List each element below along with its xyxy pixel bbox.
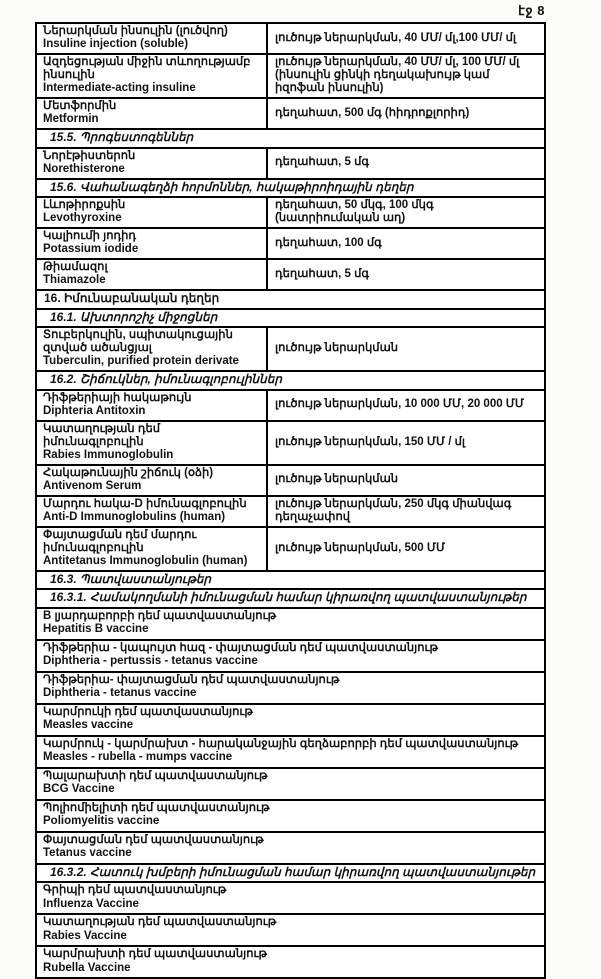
dosage-cell — [268, 260, 544, 289]
table-row — [37, 913, 544, 945]
dosage-form: լուծույթ ներարկման, 10 000 ՄՄ, 20 000 ՄՄ — [275, 398, 525, 410]
dosage-cell — [268, 229, 544, 258]
drug-name-english: Potassium iodide — [43, 243, 139, 255]
table-row — [37, 227, 544, 258]
dosage-form: լուծույթ ներարկման, 40 ՄՄ/ մլ,100 ՄՄ/ մլ — [275, 31, 517, 44]
section-title: 16.3.1. Համակողմանի իմունացման համար կիրառվող պատվաստանյութեր — [50, 590, 527, 604]
dosage-cell — [268, 466, 544, 495]
drug-name-cell — [37, 391, 268, 420]
section-row — [37, 370, 544, 389]
dosage-form: լուծույթ ներարկման, 500 ՄՄ — [275, 541, 446, 554]
drug-name-english: Thiamazole — [43, 274, 106, 286]
vaccine-name-english: Diphtheria - pertussis - tetanus vaccine — [43, 655, 258, 667]
drug-name-english: Tuberculin, purified protein derivate — [43, 355, 239, 367]
table-row — [37, 607, 544, 639]
drug-name-armenian: Հակաթունային շիճուկ (օձի) — [43, 466, 214, 479]
table-row — [37, 526, 544, 570]
dosage-cell — [268, 198, 544, 227]
vaccine-name-english: Measles - rubella - mumps vaccine — [43, 751, 233, 763]
vaccine-name-english: Influenza Vaccine — [43, 897, 139, 910]
dosage-form: դեղահատ, 50 մկգ, 100 մկգ (նատրիումական աղ) — [275, 199, 434, 224]
table-row — [37, 703, 544, 735]
section-title: 16.2. Շիճուկներ, իմունագլոբուլիններ — [50, 372, 282, 386]
medicines-table — [35, 22, 546, 979]
section-title: 15.6. Վահանագեղձի հորմոններ, հակաթիրոիդային դեղեր — [50, 179, 414, 194]
drug-name-english: Antitetanus Immunoglobulin (human) — [43, 554, 248, 567]
vaccine-name-english: Measles vaccine — [43, 719, 134, 731]
dosage-cell — [268, 528, 544, 570]
section-row — [37, 128, 544, 147]
vaccine-name-english: Hepatitis B vaccine — [43, 623, 149, 635]
vaccine-name-english: BCG Vaccine — [43, 783, 115, 795]
section-title: 16.3.2. Հատուկ խմբերի իմունացման համար կիրառվող պատվաստանյութեր — [50, 864, 536, 879]
drug-name-english: Intermediate-acting insuline — [43, 82, 196, 94]
drug-name-armenian: Կատաղության դեմ իմունագլոբուլին — [43, 422, 161, 448]
drug-name-armenian: Մետֆորմին — [43, 100, 117, 112]
dosage-cell — [268, 55, 544, 97]
vaccine-name-armenian: Կարմրուկի դեմ պատվաստանյութ — [43, 705, 253, 718]
vaccine-name-armenian: Դիֆթերիա- փայտացման դեմ պատվաստանյութ — [43, 673, 340, 686]
table-row — [37, 464, 544, 495]
drug-name-cell — [37, 55, 268, 97]
table-row — [37, 258, 544, 289]
drug-name-english: Levothyroxine — [43, 212, 122, 224]
table-row — [37, 945, 544, 977]
vaccine-name-english: Rabies Vaccine — [43, 929, 127, 942]
dosage-form: դեղահատ, 5 մգ — [275, 156, 369, 168]
vaccine-name-armenian: Դիֆթերիա - կապույտ հազ - փայտացման դեմ պատվաստանյութ — [43, 641, 439, 654]
drug-name-english: Rabies Immunoglobulin — [43, 448, 174, 461]
vaccine-name-armenian: Կարմրուկ - կարմրախտ - հարականջային գեղձաբորբի դեմ պատվաստանյութ — [43, 737, 519, 750]
drug-name-armenian: Նորէթիստերոն — [43, 149, 136, 162]
vaccine-name-english: Poliomyelitis vaccine — [43, 815, 160, 827]
table-row — [37, 799, 544, 831]
dosage-cell — [268, 497, 544, 526]
vaccine-name-english: Rubella Vaccine — [43, 961, 131, 974]
drug-name-english: Insuline injection (soluble) — [43, 38, 189, 50]
drug-name-cell — [37, 497, 268, 526]
table-row — [37, 831, 544, 863]
drug-name-cell — [37, 229, 268, 258]
table-row — [37, 735, 544, 767]
dosage-form: դեղահատ, 500 մգ (հիդրոքլորիդ) — [275, 106, 470, 119]
section-row — [37, 178, 544, 197]
dosage-cell — [268, 422, 544, 464]
drug-name-english: Antivenom Serum — [43, 479, 142, 492]
section-row — [37, 308, 544, 327]
table-row — [37, 420, 544, 464]
drug-name-english: Metformin — [43, 113, 99, 125]
section-title: 16. Իմունաբանական դեղեր — [44, 291, 220, 305]
dosage-form: լուծույթ ներարկման, 150 ՄՄ / մլ — [275, 435, 466, 448]
drug-name-cell — [37, 328, 268, 370]
table-row — [37, 767, 544, 799]
table-row — [37, 495, 544, 526]
section-row — [37, 289, 544, 308]
drug-name-cell — [37, 466, 268, 495]
vaccine-name-armenian: Պալարախտի դեմ պատվաստանյութ — [43, 769, 268, 782]
vaccine-name-armenian: Գրիպի դեմ պատվաստանյութ — [43, 884, 227, 896]
dosage-form: դեղահատ, 5 մգ — [275, 267, 369, 280]
section-row — [37, 863, 544, 882]
drug-name-armenian: Ազդեցության միջին տևողությամբ ինսուլին — [43, 56, 251, 81]
vaccine-name-armenian: B լյարդաբորբի դեմ պատվաստանյութ — [43, 609, 277, 622]
vaccine-name-armenian: Կարմրախտի դեմ պատվաստանյութ — [43, 948, 268, 960]
table-row — [37, 881, 544, 913]
drug-name-armenian: Լևոթիրոքսին — [43, 199, 126, 211]
drug-name-cell — [37, 198, 268, 227]
drug-name-armenian: Մարդու հակա-D իմունագլոբուլին — [43, 497, 247, 510]
table-row — [37, 97, 544, 128]
dosage-form: դեղահատ, 100 մգ — [275, 236, 382, 249]
dosage-form: լուծույթ ներարկման, 250 մկգ միանվագ դեղաչափով — [275, 497, 512, 523]
drug-name-english: Diphteria Antitoxin — [43, 404, 146, 417]
table-row — [37, 389, 544, 420]
drug-name-armenian: Ներարկման ինսուլին (լուծվող) — [43, 25, 228, 37]
table-row — [37, 196, 544, 227]
dosage-cell — [268, 328, 544, 370]
drug-name-english: Anti-D Immunoglobulins (human) — [43, 510, 226, 523]
drug-name-armenian: Տուբերկուլին, սպիտակուցային զտված ածանցյալ — [43, 329, 233, 354]
drug-name-cell — [37, 99, 268, 128]
dosage-form: լուծույթ ներարկման — [275, 473, 399, 485]
dosage-cell — [268, 24, 544, 53]
drug-name-cell — [37, 24, 268, 53]
drug-name-cell — [37, 422, 268, 464]
section-row — [37, 588, 544, 607]
table-row — [37, 671, 544, 703]
dosage-form: լուծույթ ներարկման, 40 ՄՄ/ մլ, 100 ՄՄ/ մլ (ինսուլին ցինկի դեղակախույթ կամ իզոֆան ինսուլին) — [275, 56, 520, 94]
vaccine-name-english: Diphtheria - tetanus vaccine — [43, 687, 197, 699]
section-title: 16.3. Պատվաստանյութեր — [50, 571, 212, 586]
drug-name-armenian: Դիֆթերիայի հակաթույն — [43, 391, 192, 404]
vaccine-name-armenian: Կատաղության դեմ պատվաստանյութ — [43, 916, 277, 928]
table-row — [37, 24, 544, 53]
vaccine-name-armenian: Փայտացման դեմ պատվաստանյութ — [43, 833, 264, 846]
dosage-cell — [268, 99, 544, 128]
drug-name-cell — [37, 149, 268, 178]
section-title: 15.5. Պրոգեստոգեններ — [50, 130, 194, 144]
drug-name-cell — [37, 260, 268, 289]
dosage-form: լուծույթ ներարկման — [275, 342, 399, 354]
table-row — [37, 326, 544, 370]
section-title: 16.1. Ախտորոշիչ միջոցներ — [50, 309, 218, 324]
table-row — [37, 639, 544, 671]
table-row — [37, 53, 544, 97]
table-row — [37, 147, 544, 178]
drug-name-armenian: Կալիումի յոդիդ — [43, 230, 137, 242]
section-row — [37, 570, 544, 589]
drug-name-cell — [37, 528, 268, 570]
dosage-cell — [268, 149, 544, 178]
drug-name-armenian: Փայտացման դեմ մարդու իմունագլոբուլին — [43, 528, 197, 554]
vaccine-name-armenian: Պոլիոմիելիտի դեմ պատվաստանյութ — [43, 801, 270, 814]
drug-name-english: Norethisterone — [43, 162, 125, 175]
dosage-cell — [268, 391, 544, 420]
vaccine-name-english: Tetanus vaccine — [43, 847, 132, 859]
drug-name-armenian: Թիամազոլ — [43, 261, 108, 273]
page-number: էջ 8 — [518, 3, 545, 18]
